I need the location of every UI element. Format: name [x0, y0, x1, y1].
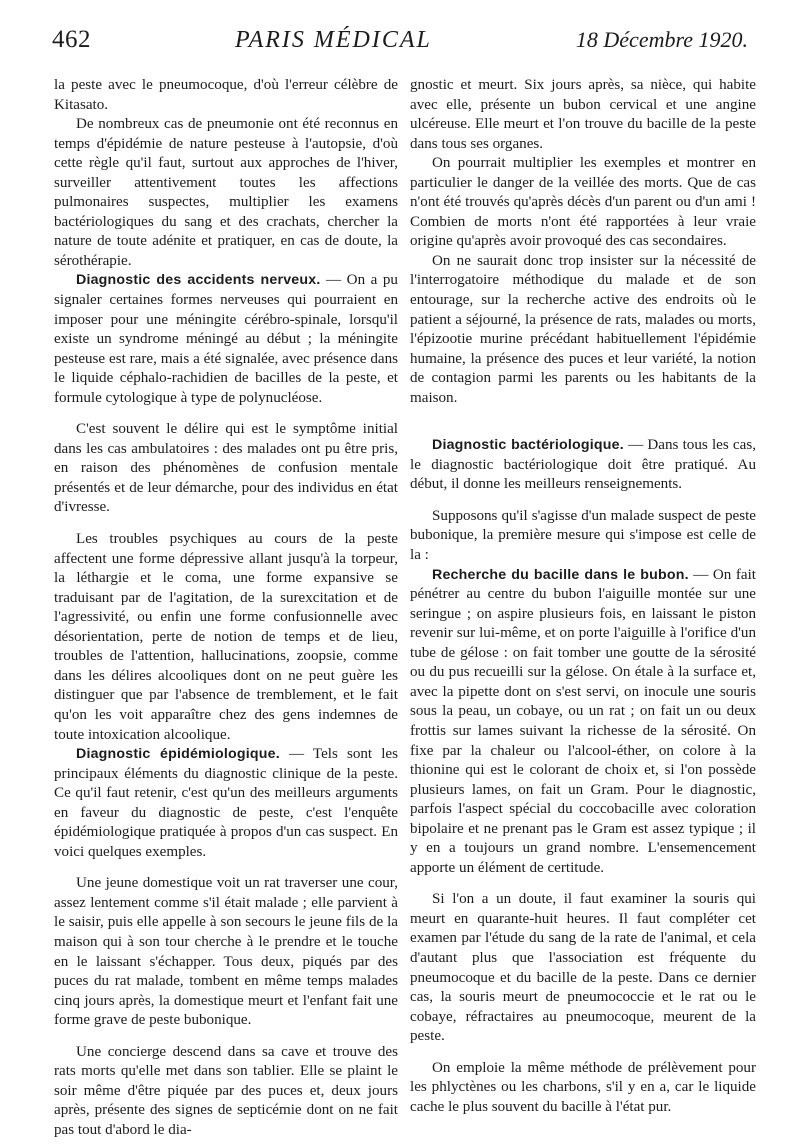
- paragraph: gnostic et meurt. Six jours après, sa nièce, qui habite avec elle, présente un bubon cervical et une angine ulcéreuse. Elle meurt et l'on trouve du bacille de la peste dans tous ses organes.: [410, 77, 756, 152]
- section-heading: Recherche du bacille dans le bubon.: [432, 566, 689, 583]
- paragraph: De nombreux cas de pneumonie ont été reconnus en temps d'épidémie de nature pesteuse à l'autopsie, d'où cette règle qu'il faut, surtout aux approches de l'hiver, surveiller attentivement toutes les affections pulmonaires suspectes, multiplier les examens bactériologiques du sang et des crachats, chercher la nature de toute adénite et pratiquer, en cas de doute, la sérothérapie.: [54, 116, 398, 269]
- section-heading: Diagnostic épidémiologique.: [76, 746, 280, 763]
- section-heading: Diagnostic des accidents nerveux.: [76, 272, 321, 289]
- paragraph: On ne saurait donc trop insister sur la nécessité de l'interrogatoire méthodique du malade et de son entourage, sur la recherche active des endroits où le patient a séjourné, la présence de rats, malades ou morts, l'épizootie murine précédant habituellement l'épidémie humaine, la présence des puces et leur variété, la notion de contagion parmi les parents ou les habitants de la maison.: [410, 252, 756, 406]
- issue-date: 18 Décembre 1920.: [575, 27, 748, 52]
- paragraph: On pourrait multiplier les exemples et montrer en particulier le danger de la veillée des morts. Que de cas n'ont été trouvés qu'après décès d'un parent ou d'un ami ! Combien de morts n'ont été rapportées à leur vraie origine qu'après avoir provoqué des cas secondaires.: [410, 155, 756, 250]
- paragraph-text: — On a pu signaler certaines formes nerveuses qui pourraient en imposer pour une méningite cérébro-spinale, lorsqu'il existe un syndrome méningé au début ; la méningite pesteuse est rare, mais a été signalée, avec présence dans le liquide céphalo-rachidien de bacilles de la peste, et formule cytologique à type de polynucléose.: [54, 272, 398, 406]
- paragraph: Une concierge descend dans sa cave et trouve des rats morts qu'elle met dans son tablier. Elle se plaint le soir même d'être piquée par des puces et, deux jours après, présente des signes de septicémie dont on ne fait pas tout d'abord le dia-: [54, 1043, 398, 1138]
- paragraph: [410, 566, 756, 879]
- paragraph: On emploie la même méthode de prélèvement pour les phlyctènes ou les charbons, s'il y en a, car le liquide cache le plus souvent du bacille à l'état pur.: [410, 1059, 756, 1115]
- section-heading: Diagnostic bactériologique.: [432, 437, 624, 454]
- paragraph: la peste avec le pneumocoque, d'où l'erreur célèbre de Kitasato.: [54, 77, 398, 113]
- page-number: 462: [52, 26, 91, 53]
- paragraph-text: — On fait pénétrer au centre du bubon l'aiguille montée sur une seringue ; on aspire plusieurs fois, en laissant le piston revenir sur lui-même, et on porte l'aiguille à l'orifice d'un tube de gélose : on fait tomber une goutte de la sérosité ou du pus recueilli sur la gélose. On étale à la surface et, avec la pipette dont on s'est servi, on inocule une souris sous la peau, un cobaye, ou un rat ; on fait un ou deux frottis sur lames suivant la richesse de la sérosité. On fixe par la chaleur ou l'alcool-éther, on colore à la thionine qui est le colorant de choix et, si l'on possède plusieurs lames, on fait un Gram. Pour le diagnostic, parfois l'aspect spécial du coccobacille avec coloration bipolaire et ne prenant pas le Gram est assez typique ; il y en a toujours un grand nombre. L'ensemencement apporte un élément de certitude.: [410, 566, 756, 876]
- page-header: [52, 26, 748, 66]
- journal-title: PARIS MÉDICAL: [235, 27, 432, 53]
- paragraph-text: — Tels sont les principaux éléments du diagnostic clinique de la peste. Ce qu'il faut retenir, c'est qu'un des meilleurs arguments en faveur du diagnostic de peste, c'est l'enquête épidémiologique pratiquée à propos d'un cas suspect. En voici quelques exemples.: [54, 746, 398, 860]
- left-column: [54, 76, 398, 1140]
- paragraph-text: — Dans tous les cas, le diagnostic bactériologique doit être pratiqué. Au début, il donne les meilleurs renseignements.: [410, 437, 756, 493]
- paragraph: Supposons qu'il s'agisse d'un malade suspect de peste bubonique, la première mesure qui s'impose est celle de la :: [410, 507, 756, 564]
- paragraph: Si l'on a un doute, il faut examiner la souris qui meurt en quarante-huit heures. Il faut compléter cet examen par l'étude du sang de la rate de l'animal, et cela d'autant plus que l'association est fréquente du pneumocoque et du bacille de la peste. Dans ce dernier cas, la souris meurt de pneumococcie et le rat ou le cobaye, réfractaires au pneumocoque, meurent de la peste.: [410, 891, 756, 1045]
- paragraph: Les troubles psychiques au cours de la peste affectent une forme dépressive allant jusqu'à la torpeur, la léthargie et le coma, une forme expansive se traduisant par de l'agitation, de la surexcitation et de l'agressivité, ou enfin une forme confusionnelle avec désorientation, perte de notion de temps et de lieu, troubles de l'attention, hallucinations, zoopsie, comme dans les délires alcooliques dont on ne peut guère les distinguer que par l'absence de tremblement, et le fait qu'on les voit apparaître chez des gens indemnes de toute intoxication alcoolique.: [54, 531, 398, 743]
- paragraph: [54, 271, 398, 408]
- paragraph: C'est souvent le délire qui est le symptôme initial dans les cas ambulatoires : des malades ont pu être pris, en raison des phénomènes de confusion mentale présentés et de leur démarche, pour des individus en état d'ivresse.: [54, 421, 398, 516]
- right-column: [410, 76, 756, 1117]
- paragraph: Une jeune domestique voit un rat traverser une cour, assez lentement comme s'il était malade ; elle parvient à le saisir, puis elle appelle à son secours le jeune fils de la maison qui à son tour cherche à le prendre et le touche en le laissant s'échapper. Tous deux, piqués par des puces du rat malade, tombent en même temps malades cinq jours après, la domestique meurt et l'enfant fait une forme grave de peste bubonique.: [54, 875, 398, 1029]
- paragraph: [410, 436, 756, 495]
- paragraph: [54, 745, 398, 862]
